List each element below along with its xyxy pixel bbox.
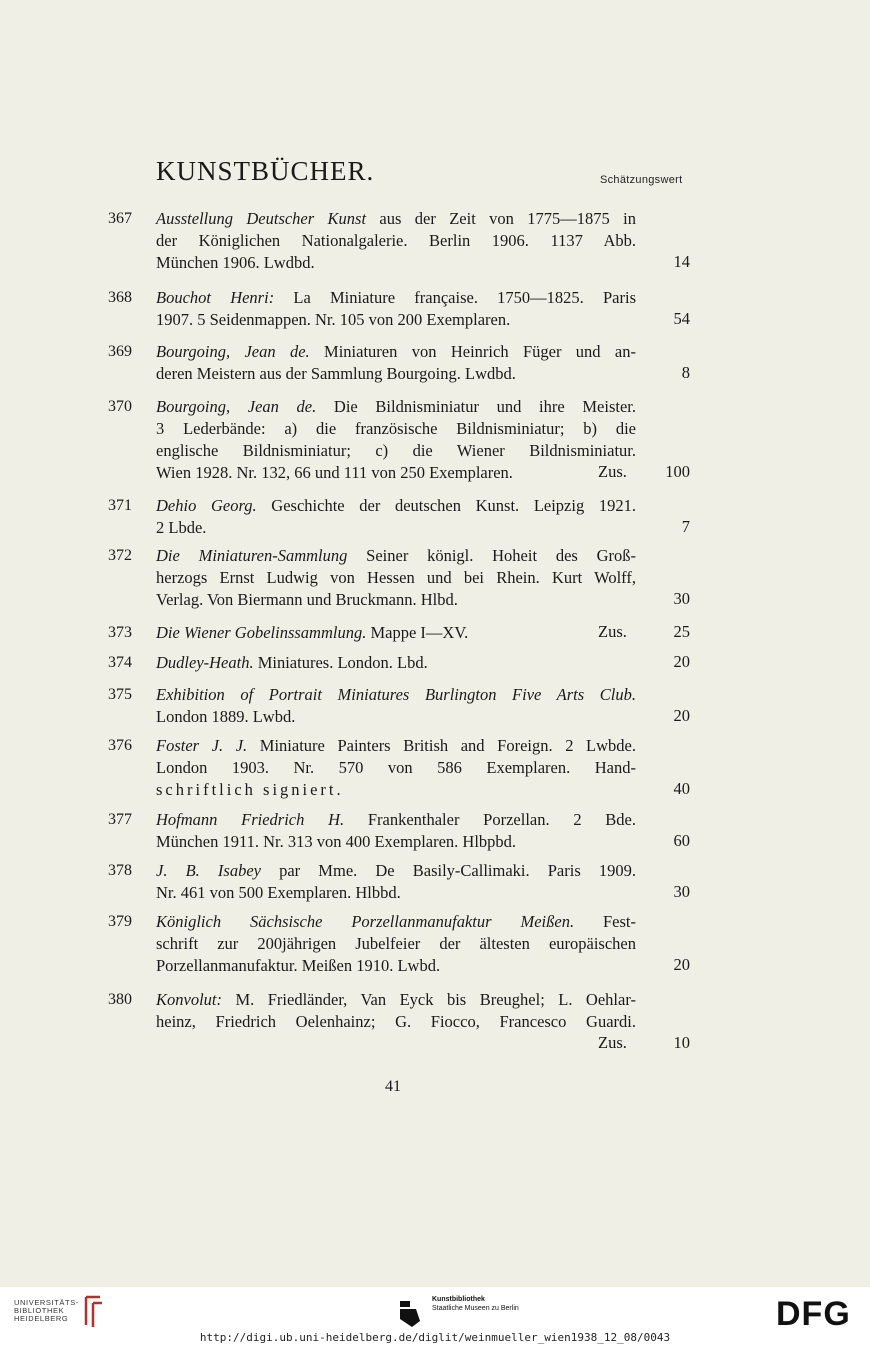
dfg-logo: DFG: [776, 1295, 851, 1333]
entry-line: [156, 462, 636, 484]
entry-line: [156, 495, 636, 517]
entry-estimate: 25: [673, 622, 690, 641]
entry-text: Mappe I—XV.: [366, 623, 469, 642]
entry-estimate: 7: [681, 517, 690, 536]
entry-title: Königlich Sächsische Porzellanmanufaktur Meißen.: [156, 912, 575, 931]
entry-title: Dudley-Heath.: [156, 653, 254, 672]
entry-description: [156, 495, 636, 539]
entry-text: Geschichte der deutschen Kunst. Leipzig 1921.: [256, 496, 636, 515]
entry-line: [156, 684, 636, 706]
entry-text: aus der Zeit von 1775—1875 in: [366, 209, 636, 228]
entry-description: [156, 735, 636, 801]
entry-text: par Mme. De Basily-Callimaki. Paris 1909.: [260, 861, 637, 880]
entry-estimate: 20: [673, 955, 690, 974]
entry-number: 370: [108, 398, 132, 415]
entry-estimate: 20: [673, 706, 690, 725]
entry-text: Miniature Painters British and Foreign. 2 Lwbde.: [247, 736, 636, 755]
entry-text: 2 Lbde.: [156, 518, 207, 537]
entry-text: Miniatures. London. Lbd.: [253, 653, 428, 672]
entry-title: Hofmann Friedrich H.: [156, 810, 345, 829]
entry-line: [156, 589, 636, 611]
entry-line: [156, 706, 636, 728]
entry-title: Bourgoing, Jean de.: [156, 342, 310, 361]
entry-number: 373: [108, 624, 132, 641]
entry-line: [156, 545, 636, 567]
entry-text: La Miniature française. 1750—1825. Paris: [274, 288, 636, 307]
entry-number: 367: [108, 210, 132, 227]
entry-estimate: 30: [673, 882, 690, 901]
kb-title: Kunstbibliothek: [432, 1296, 485, 1303]
entry-line: [156, 779, 636, 801]
entry-description: [156, 341, 636, 385]
entry-line: [156, 252, 636, 274]
entry-estimate: 54: [673, 309, 690, 328]
entry-line: [156, 652, 636, 674]
entry-line: [156, 567, 636, 589]
entry-estimate: 10: [673, 1033, 690, 1052]
entry-title: Die Miniaturen-Sammlung: [156, 546, 348, 565]
university-line: BIBLIOTHEK: [14, 1306, 65, 1315]
entry-text: London 1903. Nr. 570 von 586 Exemplaren. Hand-: [156, 758, 636, 777]
entry-text: Miniaturen von Heinrich Füger und an-: [309, 342, 636, 361]
entry-line: [156, 230, 636, 252]
entry-line: [156, 622, 636, 644]
entry-number: 371: [108, 497, 132, 514]
entry-text: Die Bildnisminiatur und ihre Meister.: [316, 397, 636, 416]
entry-description: [156, 396, 636, 484]
entry-title: Exhibition of Portrait Miniatures Burlington Five Arts Club.: [156, 685, 636, 704]
entry-number: 380: [108, 991, 132, 1008]
entry-note: schriftlich signiert.: [156, 780, 344, 799]
entry-text: Nr. 461 von 500 Exemplaren. Hlbbd.: [156, 883, 401, 902]
entry-line: [156, 989, 636, 1011]
entry-description: [156, 545, 636, 611]
entry-line: [156, 363, 636, 385]
entry-line: [156, 911, 636, 933]
entry-text: München 1911. Nr. 313 von 400 Exemplaren. Hlbpbd.: [156, 832, 517, 851]
entry-description: [156, 622, 636, 644]
entry-description: [156, 860, 636, 904]
entry-estimate: 30: [673, 589, 690, 608]
page-number: 41: [385, 1078, 401, 1095]
entry-description: [156, 287, 636, 331]
entry-line: [156, 1011, 636, 1033]
kunstbibliothek-label: [432, 1295, 519, 1313]
entry-line: [156, 860, 636, 882]
entry-number: 375: [108, 686, 132, 703]
entry-text: schrift zur 200jährigen Jubelfeier der ältesten europäischen: [156, 934, 636, 953]
entry-title: J. B. Isabey: [156, 861, 261, 880]
entry-description: [156, 652, 636, 674]
entry-number: 369: [108, 343, 132, 360]
entry-line: [156, 309, 636, 331]
entry-text: M. Friedländer, Van Eyck bis Breughel; L. Oehlar-: [222, 990, 636, 1009]
entry-line: [156, 341, 636, 363]
entry-line: [156, 831, 636, 853]
entry-number: 372: [108, 547, 132, 564]
entry-title: Ausstellung Deutscher Kunst: [156, 209, 367, 228]
kunstbibliothek-logo-icon: [398, 1297, 426, 1327]
university-library-label: [14, 1299, 79, 1323]
entry-estimate: 8: [681, 363, 690, 382]
entry-line: [156, 933, 636, 955]
entry-total-label: Zus.: [598, 622, 627, 641]
entry-line: [156, 208, 636, 230]
entry-estimate: 60: [673, 831, 690, 850]
entry-title: Die Wiener Gobelinssammlung.: [156, 623, 367, 642]
entry-line: [156, 735, 636, 757]
entry-number: 368: [108, 289, 132, 306]
entry-estimate: 14: [673, 252, 690, 271]
university-logo-icon: [82, 1295, 104, 1329]
entry-text: Fest-: [574, 912, 636, 931]
entry-line: [156, 1033, 636, 1055]
entry-title: Dehio Georg.: [156, 496, 257, 515]
entry-line: [156, 396, 636, 418]
entry-title: Foster J. J.: [156, 736, 248, 755]
entry-estimate: 40: [673, 779, 690, 798]
entry-title: Bourgoing, Jean de.: [156, 397, 317, 416]
entry-description: [156, 809, 636, 853]
entry-line: [156, 757, 636, 779]
entry-description: [156, 208, 636, 274]
entry-description: [156, 684, 636, 728]
entry-line: [156, 440, 636, 462]
entry-text: der Königlichen Nationalgalerie. Berlin 1906. 1137 Abb.: [156, 231, 636, 250]
entry-text: Porzellanmanufaktur. Meißen 1910. Lwbd.: [156, 956, 441, 975]
kb-subtitle: Staatliche Museen zu Berlin: [432, 1305, 519, 1312]
page-heading: KUNSTBÜCHER.: [156, 156, 375, 186]
entry-text: London 1889. Lwbd.: [156, 707, 296, 726]
entry-text: 1907. 5 Seidenmappen. Nr. 105 von 200 Exemplaren.: [156, 310, 511, 329]
entry-number: 374: [108, 654, 132, 671]
entry-total-label: Zus.: [598, 1033, 627, 1052]
entry-number: 379: [108, 913, 132, 930]
entry-line: [156, 517, 636, 539]
university-line: UNIVERSITÄTS-: [14, 1298, 79, 1307]
entry-text: herzogs Ernst Ludwig von Hessen und bei Rhein. Kurt Wolff,: [156, 568, 636, 587]
footer: [0, 1287, 870, 1347]
entry-text: Wien 1928. Nr. 132, 66 und 111 von 250 Exemplaren.: [156, 463, 513, 482]
entry-text: Verlag. Von Biermann und Bruckmann. Hlbd.: [156, 590, 458, 609]
entry-number: 377: [108, 811, 132, 828]
entry-line: [156, 809, 636, 831]
university-line: HEIDELBERG: [14, 1314, 69, 1323]
entry-line: [156, 418, 636, 440]
entry-description: [156, 911, 636, 977]
entry-text: englische Bildnisminiatur; c) die Wiener Bildnisminiatur.: [156, 441, 636, 460]
entry-line: [156, 287, 636, 309]
entry-title: Bouchot Henri:: [156, 288, 275, 307]
valuation-column-label: Schätzungswert: [600, 174, 683, 186]
entry-description: [156, 989, 636, 1055]
source-url[interactable]: http://digi.ub.uni-heidelberg.de/diglit/weinmueller_wien1938_12_08/0043: [199, 1331, 671, 1344]
entry-number: 376: [108, 737, 132, 754]
entry-total-label: Zus.: [598, 462, 627, 481]
entry-line: [156, 955, 636, 977]
entry-text: Frankenthaler Porzellan. 2 Bde.: [344, 810, 636, 829]
entry-text: Seiner königl. Hoheit des Groß-: [347, 546, 636, 565]
entry-estimate: 20: [673, 652, 690, 671]
entry-title: Konvolut:: [156, 990, 222, 1009]
entry-estimate: 100: [665, 462, 690, 481]
entry-text: heinz, Friedrich Oelenhainz; G. Fiocco, Francesco Guardi.: [156, 1012, 636, 1031]
entry-text: München 1906. Lwdbd.: [156, 253, 315, 272]
entry-text: 3 Lederbände: a) die französische Bildnisminiatur; b) die: [156, 419, 636, 438]
entry-text: deren Meistern aus der Sammlung Bourgoing. Lwdbd.: [156, 364, 516, 383]
entry-number: 378: [108, 862, 132, 879]
entry-line: [156, 882, 636, 904]
